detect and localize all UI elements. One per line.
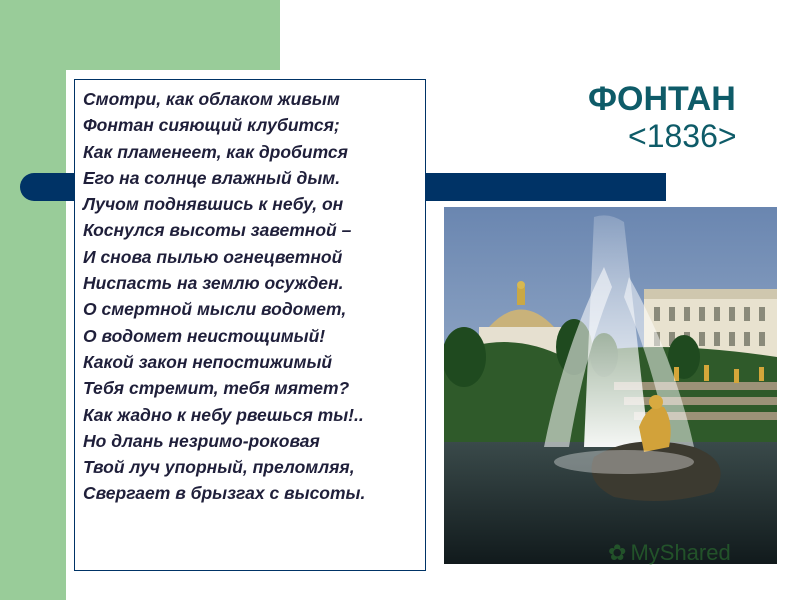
poem-line: Как жадно к небу рвешься ты!..	[83, 404, 364, 425]
poem-line: Свергает в брызгах с высоты.	[83, 483, 366, 504]
poem-line: О водомет неистощимый!	[83, 325, 326, 346]
poem-line: Смотри, как облаком живым	[83, 89, 340, 109]
green-left-band	[0, 0, 66, 600]
poem-line: Лучом поднявшись к небу, он	[83, 194, 344, 215]
fountain-photo	[444, 207, 777, 564]
slide-title: ФОНТАН	[588, 80, 736, 118]
poem-text-box	[74, 79, 426, 571]
poem-line: Как пламенеет, как дробится	[83, 141, 348, 162]
poem-line: Тебя стремит, тебя мятет?	[83, 378, 350, 399]
poem-line: Его на солнце влажный дым.	[83, 167, 341, 188]
poem-line: И снова пылью огнецветной	[83, 246, 343, 267]
slide-subtitle: <1836>	[628, 118, 737, 154]
myshared-watermark: ✿ MyShared	[608, 540, 731, 565]
poem-line: Коснулся высоты заветной –	[83, 220, 352, 241]
poem-line: Ниспасть на землю осужден.	[83, 273, 344, 294]
poem-line: Какой закон непостижимый	[83, 351, 333, 372]
poem-line: Фонтан сияющий клубится;	[83, 115, 340, 136]
fountain-illustration	[444, 207, 777, 564]
poem-line: Но длань незримо-роковая	[83, 430, 320, 451]
poem-line: Твой луч упорный, преломляя,	[83, 457, 355, 478]
poem-line: О смертной мысли водомет,	[83, 299, 347, 320]
leaf-icon: ✿	[608, 540, 627, 565]
